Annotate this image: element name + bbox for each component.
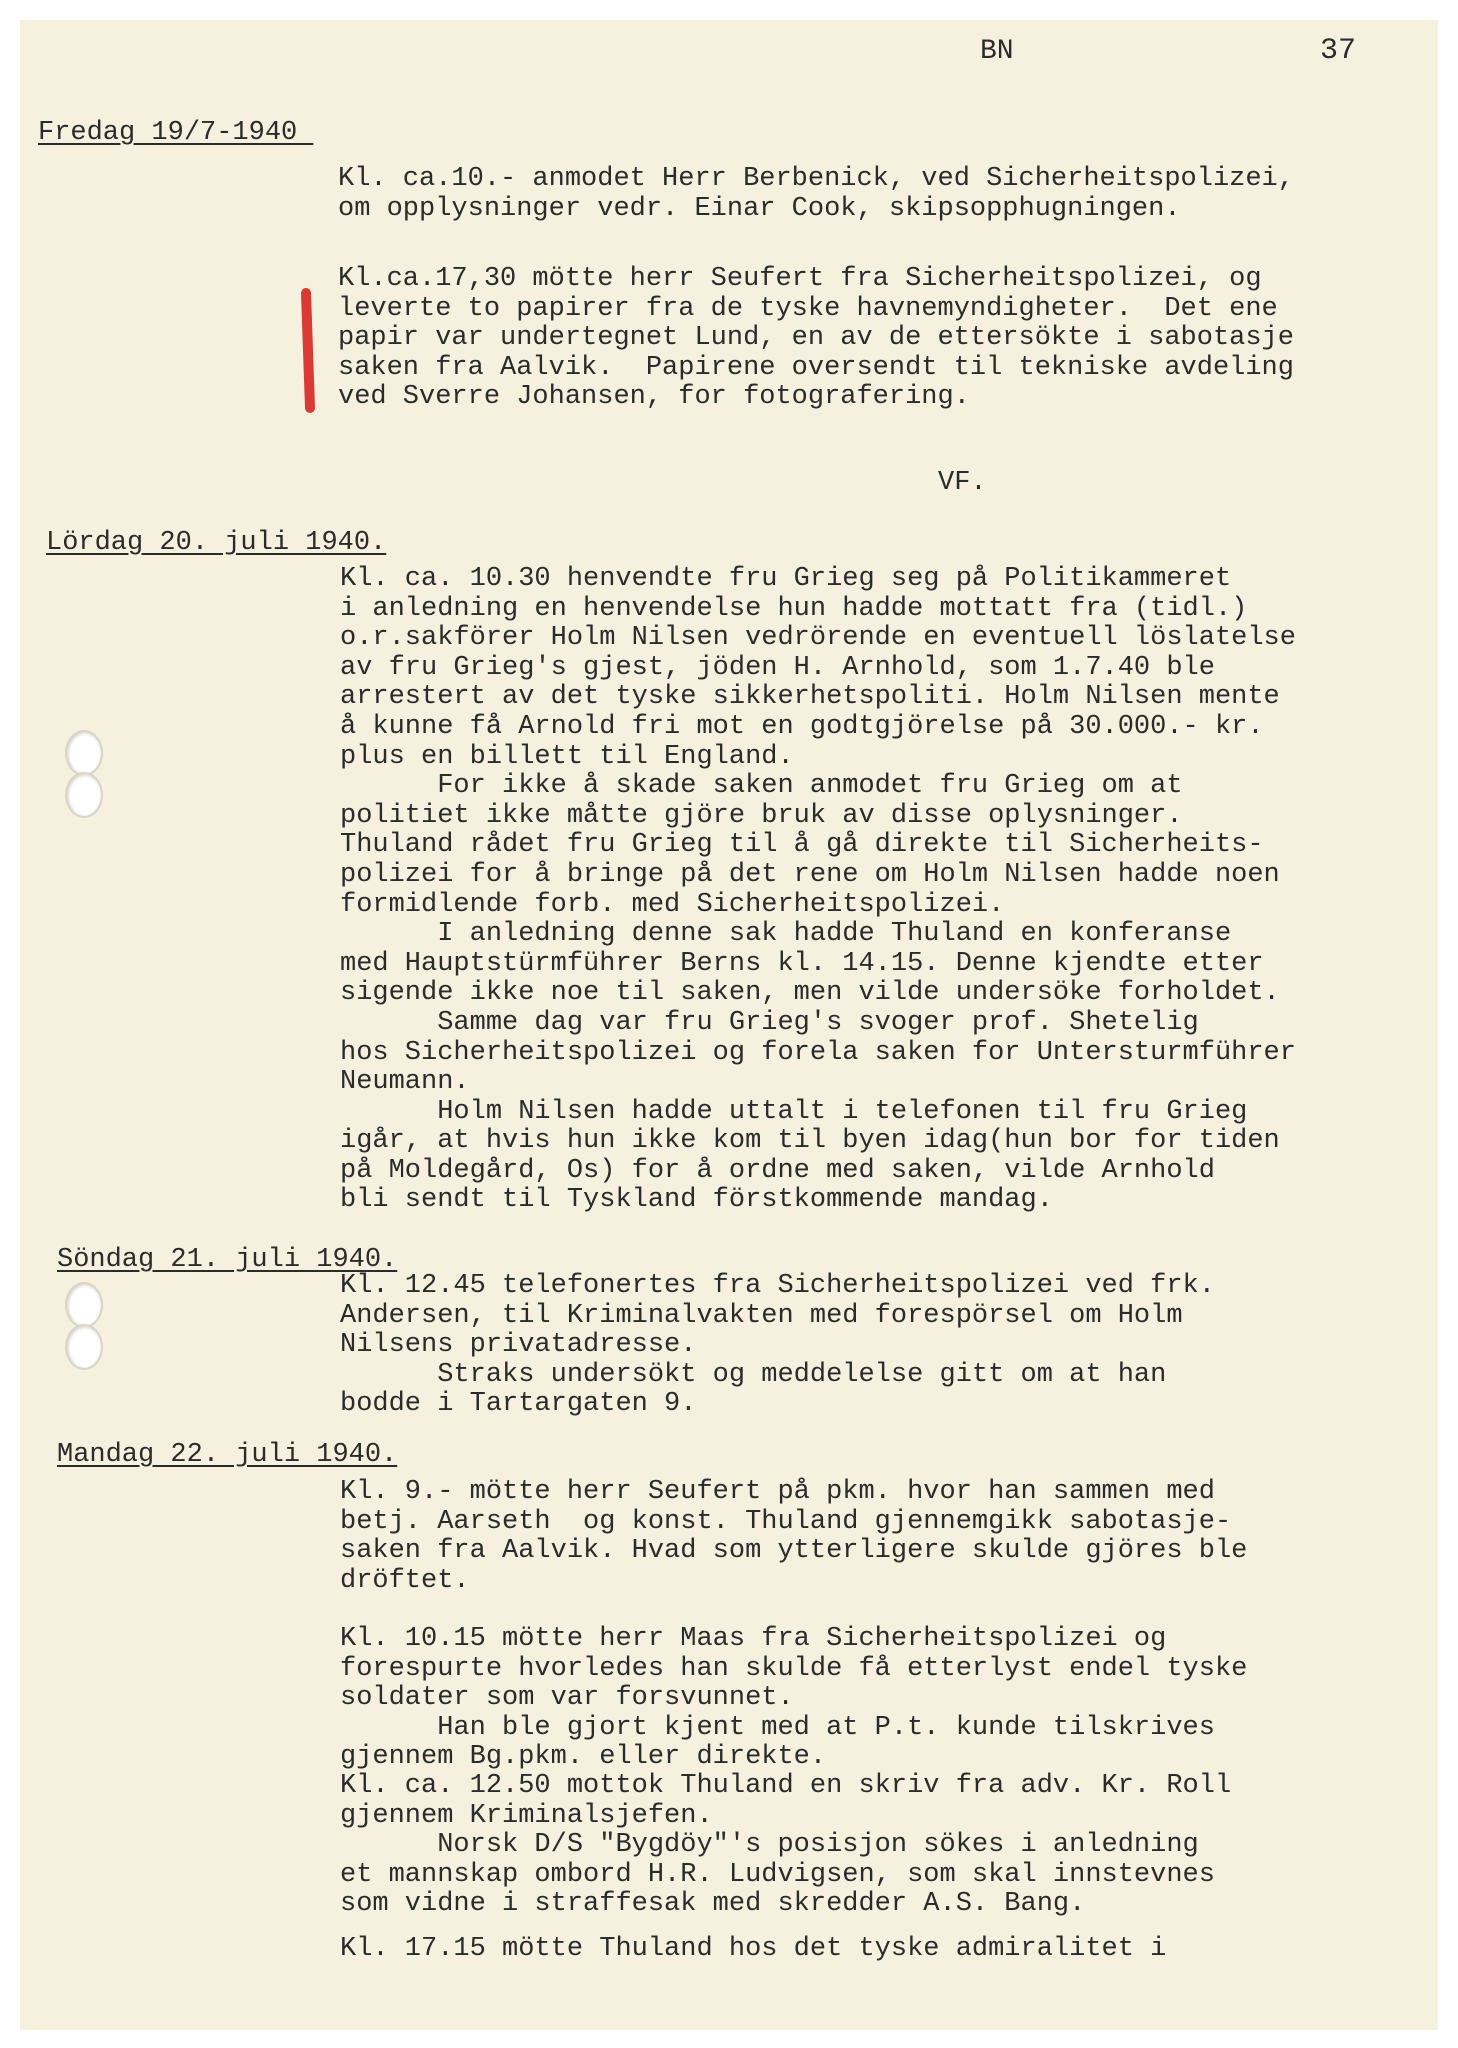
entry-paragraph: Kl. 9.- mötte herr Seufert på pkm. hvor han sammen med betj. Aarseth og konst. Thuland gjennemgikk sabotasje- saken fra Aalvik. Hvad som ytterligere skulde gjöres ble dröftet.	[340, 1477, 1248, 1596]
punch-hole	[65, 1324, 103, 1370]
entry-date: Fredag 19/7-1940	[38, 118, 314, 148]
signature-initials: VF.	[938, 468, 987, 498]
entry-paragraph: Kl. 17.15 mötte Thuland hos det tyske admiralitet i	[340, 1934, 1167, 1964]
page-number: 37	[1320, 34, 1357, 68]
entry-paragraph: Kl. ca. 10.30 henvendte fru Grieg seg på Politikammeret i anledning en henvendelse hun hadde mottatt fra (tidl.) o.r.sakförer Holm Nilsen vedrörende en eventuell löslatelse av fru Grieg's gjest, jöden H. Arnhold, som 1.7.40 ble arrestert av det tyske sikkerhetspoliti. Holm Nilsen mente å kunne få Arnold fri mot en godtgjörelse på 30.000.- kr. plus en billett til England. For ikke å skade saken anmodet fru Grieg om at politiet ikke måtte gjöre bruk av disse oplysninger. Thuland rådet fru Grieg til å gå direkte til Sicherheits- polizei for å bringe på det rene om Holm Nilsen hadde noen formidlende forb. med Sicherheitspolizei. I anledning denne sak hadde Thuland en konferanse med Hauptstürmführer Berns kl. 14.15. Denne kjendte etter sigende ikke noe til saken, men vilde undersöke forholdet. Samme dag var fru Grieg's svoger prof. Shetelig hos Sicherheitspolizei og forela saken for Untersturmführer Neumann. Holm Nilsen hadde uttalt i telefonen til fru Grieg igår, at hvis hun ikke kom til byen idag(hun bor for tiden på Moldegård, Os) for å ordne med saken, vilde Arnhold bli sendt til Tyskland förstkommende mandag.	[340, 564, 1296, 1216]
series-code: BN	[980, 36, 1014, 67]
entry-date: Söndag 21. juli 1940.	[57, 1245, 398, 1275]
entry-paragraph: Kl. ca. 12.50 mottok Thuland en skriv fra adv. Kr. Roll gjennem Kriminalsjefen. Norsk D/S "Bygdöy"'s posisjon sökes i anledning et mannskap ombord H.R. Ludvigsen, som skal innstevnes som vidne i straffesak med skredder A.S. Bang.	[340, 1771, 1232, 1920]
entry-paragraph: Kl.ca.17,30 mötte herr Seufert fra Sicherheitspolizei, og leverte to papirer fra de tyske havnemyndigheter. Det ene papir var undertegnet Lund, en av de ettersökte i sabotasje saken fra Aalvik. Papirene oversendt til tekniske avdeling ved Sverre Johansen, for fotografering.	[338, 264, 1294, 413]
punch-hole	[65, 730, 103, 776]
entry-paragraph: Kl. 12.45 telefonertes fra Sicherheitspolizei ved frk. Andersen, til Kriminalvakten med forespörsel om Holm Nilsens privatadresse. Straks undersökt og meddelelse gitt om at han bodde i Tartargaten 9.	[340, 1271, 1215, 1420]
entry-date: Lördag 20. juli 1940.	[46, 528, 387, 558]
punch-hole	[65, 772, 103, 818]
punch-hole	[65, 1282, 103, 1328]
document-page	[20, 20, 1438, 2030]
entry-date: Mandag 22. juli 1940.	[57, 1440, 398, 1470]
red-margin-mark	[301, 288, 315, 413]
entry-paragraph: Kl. 10.15 mötte herr Maas fra Sicherheitspolizei og forespurte hvorledes han skulde få etterlyst endel tyske soldater som var forsvunnet. Han ble gjort kjent med at P.t. kunde tilskrives gjennem Bg.pkm. eller direkte.	[340, 1624, 1248, 1773]
entry-paragraph: Kl. ca.10.- anmodet Herr Berbenick, ved Sicherheitspolizei, om opplysninger vedr. Einar Cook, skipsopphugningen.	[338, 164, 1294, 224]
